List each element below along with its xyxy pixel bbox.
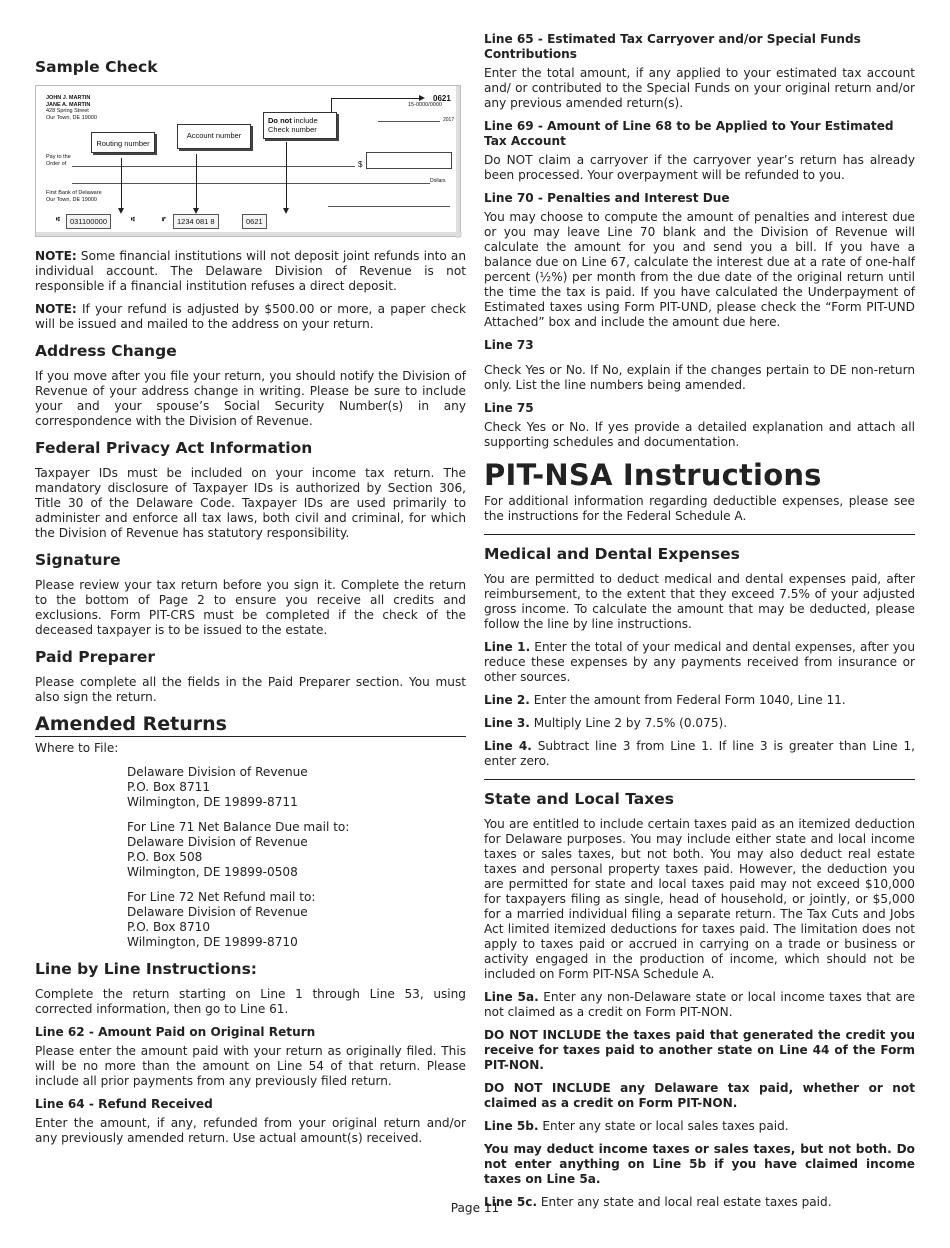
micr-transit-symbol-2: ⑆ (131, 217, 135, 223)
right-column (484, 30, 915, 1218)
micr-routing: 031100000 (66, 214, 111, 229)
paid-preparer-text: Please complete all the fields in the Paid Preparer section. You must also sign the return. (35, 675, 466, 704)
line-73-text: Check Yes or No. If No, explain if the changes pertain to DE non-return only. List the line numbers being amended. (484, 363, 915, 392)
line-65-title: Line 65 - Estimated Tax Carryover and/or Special Funds Contributions (484, 32, 861, 61)
pit-nsa-intro: For additional information regarding deductible expenses, please see the instructions for the Federal Schedule A. (484, 494, 915, 523)
dollar-sign: $ (358, 160, 363, 169)
pay-to-label: Pay to the Order of (46, 154, 71, 167)
line-64-text: Enter the amount, if any, refunded from your original return and/or any previously amended return. Use actual amount(s) received. (35, 1116, 466, 1145)
divider (484, 534, 915, 535)
page-number: Page 11 (450, 1201, 500, 1215)
account-number-label: Account number (177, 124, 251, 149)
line-5c: Line 5c. Enter any state and local real estate taxes paid. (484, 1195, 832, 1209)
state-local-heading: State and Local Taxes (484, 790, 674, 808)
medical-line-3: Line 3. Multiply Line 2 by 7.5% (0.075). (484, 716, 728, 730)
medical-line-4: Line 4. Subtract line 3 from Line 1. If line 3 is greater than Line 1, enter zero. (484, 739, 915, 768)
micr-transit-symbol: ⑆ (56, 217, 60, 223)
line-65-text: Enter the total amount, if any applied to your estimated tax account and/ or contributed to the Special Funds on your original return and/or any previous amended return(s). (484, 66, 915, 110)
check-names: JOHN J. MARTIN JANE A. MARTIN 428 Spring Street Our Town, DE 19000 (46, 95, 97, 121)
medical-line-1: Line 1. Enter the total of your medical and dental expenses, after you reduce these expenses by any payments received from insurance or other sources. (484, 640, 915, 684)
pit-nsa-heading: PIT-NSA Instructions (484, 458, 822, 492)
line-73-title: Line 73 (484, 338, 534, 352)
note-direct-deposit: NOTE: Some financial institutions will not deposit joint refunds into an individual account. The Delaware Division of Revenue is not responsible if a financial institution refuses a direct deposit. (35, 249, 466, 293)
where-to-file: Where to File: (35, 741, 119, 755)
micr-check-number: 0621 (242, 214, 267, 229)
medical-line-2: Line 2. Enter the amount from Federal Form 1040, Line 11. (484, 693, 846, 707)
mailing-address-balance-due: For Line 71 Net Balance Due mail to: Delaware Division of Revenue P.O. Box 508 Wilmington, DE 19899-0508 (127, 820, 350, 879)
divider (484, 779, 915, 780)
line-70-title: Line 70 - Penalties and Interest Due (484, 191, 730, 205)
paid-preparer-heading: Paid Preparer (35, 648, 156, 666)
mailing-address-refund: For Line 72 Net Refund mail to: Delaware Division of Revenue P.O. Box 8710 Wilmington, DE 19899-8710 (127, 890, 316, 949)
warning-income-or-sales: You may deduct income taxes or sales taxes, but not both. Do not enter anything on Line 5b if you have claimed income taxes on Line 5a. (484, 1142, 915, 1186)
line-75-title: Line 75 (484, 401, 534, 415)
micr-onus-symbol: ⑈ (162, 217, 166, 223)
sample-check-heading: Sample Check (35, 58, 158, 76)
fraction-code: 15-0000/0000 (408, 102, 442, 108)
warning-pit-non-credit: DO NOT INCLUDE the taxes paid that generated the credit you receive for taxes paid to another state on Line 44 of the Form PIT-NON. (484, 1028, 915, 1072)
routing-number-label: Routing number (91, 132, 155, 153)
address-change-text: If you move after you file your return, you should notify the Division of Revenue of your address change in writing. Please be sure to include your and your spouse’s Social Security Number(s) in any correspondence with the Division of Revenue. (35, 369, 466, 428)
micr-account: 1234 081 8 (173, 214, 219, 229)
amended-returns-heading: Amended Returns (35, 713, 466, 737)
bank-name: First Bank of Delaware Our Town, DE 19000 (46, 190, 102, 203)
sample-check-image (35, 85, 461, 237)
address-change-heading: Address Change (35, 342, 177, 360)
line-64-title: Line 64 - Refund Received (35, 1097, 213, 1111)
note-paper-check: NOTE: If your refund is adjusted by $500.00 or more, a paper check will be issued and mailed to the address on your return. (35, 302, 466, 331)
line-69-text: Do NOT claim a carryover if the carryover year’s return has already been processed. Your overpayment will be refunded to you. (484, 153, 915, 182)
medical-heading: Medical and Dental Expenses (484, 545, 740, 563)
dollars-word: Dollars (430, 178, 446, 184)
line-5a: Line 5a. Enter any non-Delaware state or local income taxes that are not claimed as a credit on Form PIT-NON. (484, 990, 916, 1019)
signature-heading: Signature (35, 551, 121, 569)
line-75-text: Check Yes or No. If yes provide a detailed explanation and attach all supporting schedules and documentation. (484, 420, 915, 449)
state-local-text: You are entitled to include certain taxes paid as an itemized deduction for Delaware purposes. You may include either state and local income taxes or sales taxes, but not both. You may also deduct real estate taxes and personal property taxes paid. However, the deduction you are permitted for state and local taxes paid may not exceed $10,000 for taxpayers filing as single, head of household, or jointly, or $5,000 for a married individual filing a separate return. The Tax Cuts and Jobs Act limited itemized deductions for taxes paid. The limitation does not apply to taxes paid or accrued in carrying on a trade or business or activity engaged in the production of income, which should not be included on Form PIT-NSA Schedule A. (484, 817, 915, 981)
line-62-text: Please enter the amount paid with your return as originally filed. This will be no more than the amount on Line 54 of that return. Please include all prior payments from any previously filed return. (35, 1044, 466, 1088)
privacy-text: Taxpayer IDs must be included on your income tax return. The mandatory disclosure of Taxpayer IDs is authorized by Section 306, Title 30 of the Delaware Code. Taxpayer IDs are used primarily to administer and enforce all tax laws, both civil and criminal, for which the Division of Revenue has statutory responsibility. (35, 466, 466, 540)
privacy-heading: Federal Privacy Act Information (35, 439, 313, 457)
medical-text: You are permitted to deduct medical and dental expenses paid, after reimbursement, to the extent that they exceed 7.5% of your adjusted gross income. To calculate the amount that may be deducted, please follow the line by line instructions. (484, 572, 915, 631)
signature-text: Please review your tax return before you sign it. Complete the return to the bottom of Page 2 to ensure you receive all credits and exclusions. Form PIT-CRS must be completed if the check of the deceased taxpayer is to be issued to the estate. (35, 578, 466, 637)
line-69-title: Line 69 - Amount of Line 68 to be Applied to Your Estimated Tax Account (484, 119, 894, 148)
do-not-include-label: Do not include Check number (263, 112, 337, 139)
line-62-title: Line 62 - Amount Paid on Original Return (35, 1025, 316, 1039)
warning-delaware-tax: DO NOT INCLUDE any Delaware tax paid, whether or not claimed as a credit on Form PIT-NON. (484, 1081, 915, 1110)
check-year: 2017 (443, 117, 455, 123)
left-column (35, 30, 466, 1154)
check-number: 0621 (433, 94, 451, 103)
line-by-line-text: Complete the return starting on Line 1 through Line 53, using corrected information, then go to Line 61. (35, 987, 466, 1016)
line-70-text: You may choose to compute the amount of penalties and interest due or you may leave Line 70 blank and the Division of Revenue will calculate the amount for you and send you a bill. If you have a balance due on Line 67, calculate the interest due at a rate of one-half percent (½%) per month from the due date of the original return until the time the tax is paid. If you have calculated the Underpayment of Estimated taxes using Form PIT-UND, please check the “Form PIT-UND Attached” box and include the amount due here. (484, 210, 915, 329)
line-5b: Line 5b. Enter any state or local sales taxes paid. (484, 1119, 789, 1133)
line-by-line-heading: Line by Line Instructions: (35, 960, 257, 978)
mailing-address-general: Delaware Division of Revenue P.O. Box 8711 Wilmington, DE 19899-8711 (127, 765, 308, 809)
